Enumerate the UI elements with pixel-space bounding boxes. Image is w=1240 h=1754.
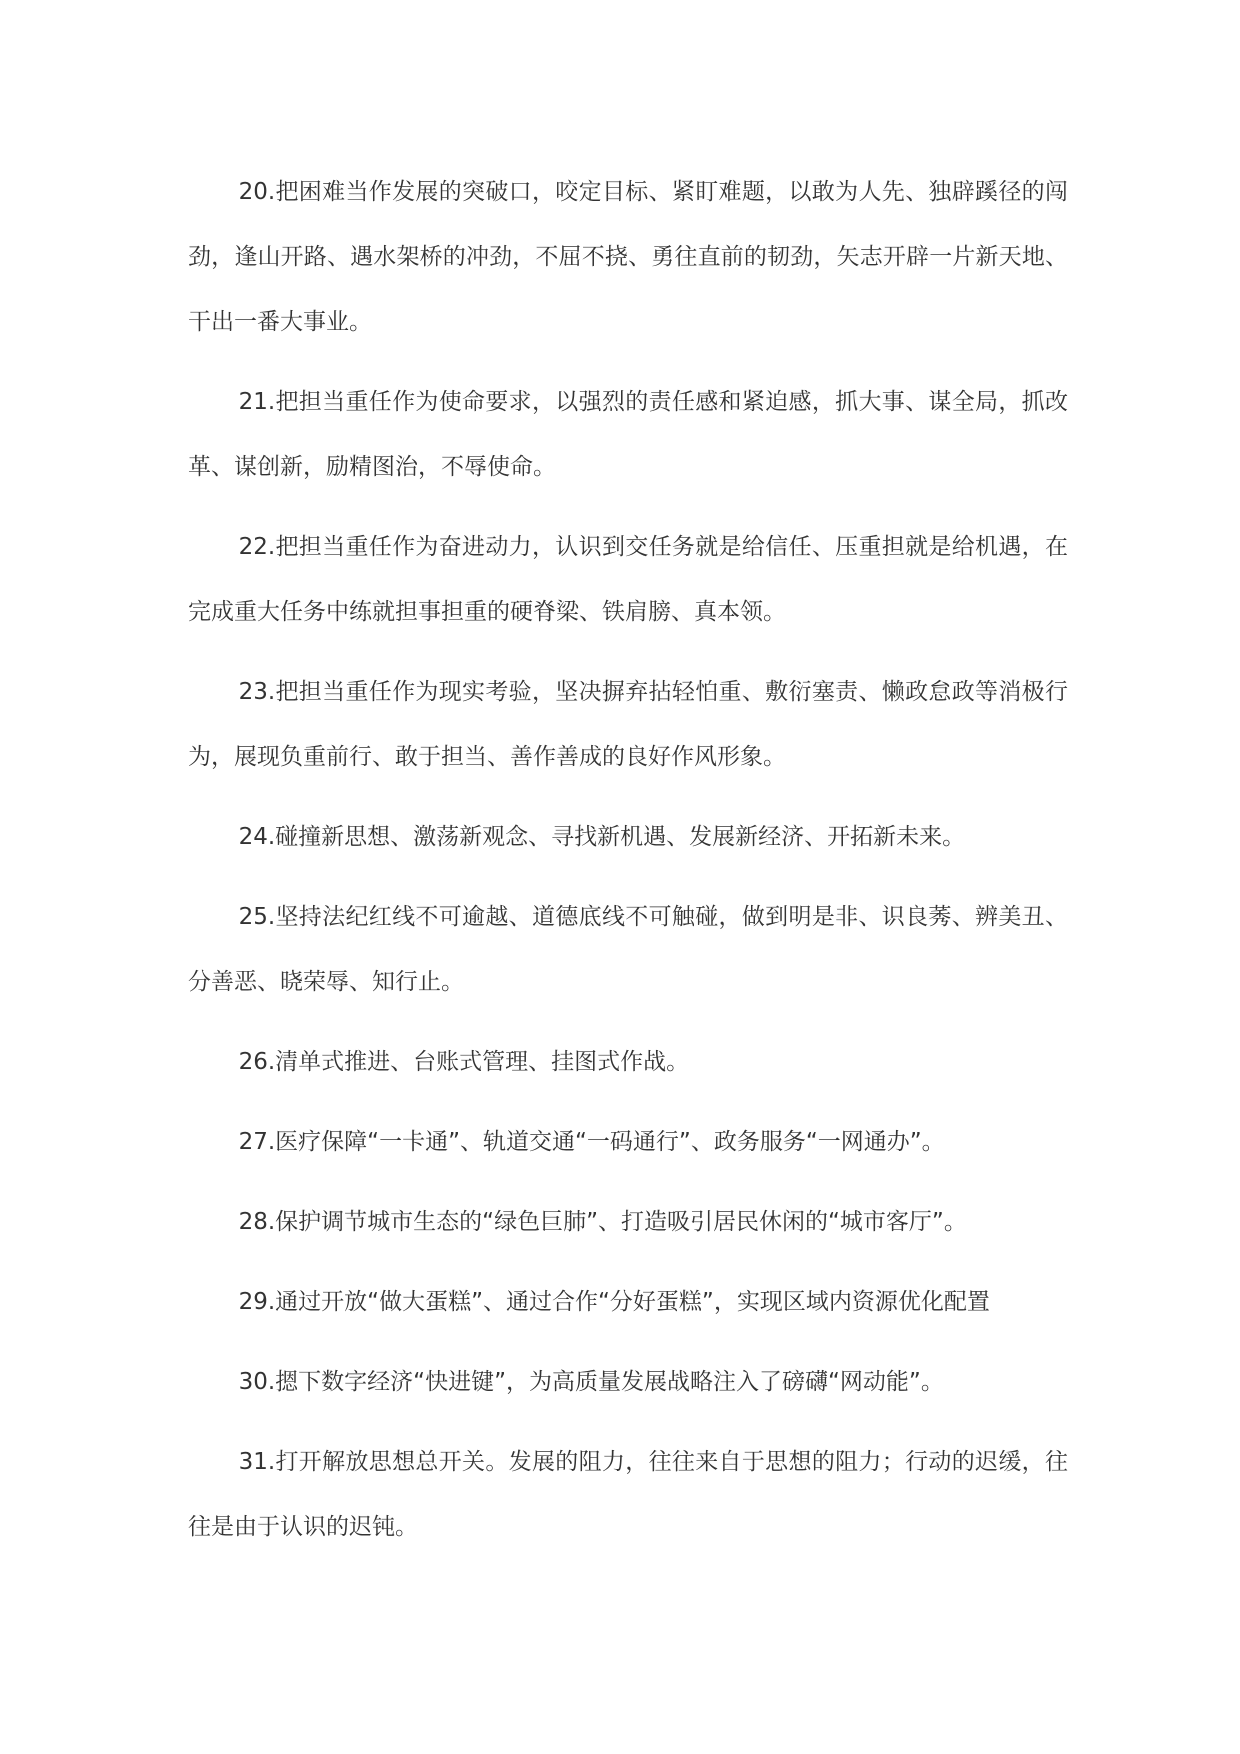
paragraph-29: 29.通过开放“做大蛋糕”、通过合作“分好蛋糕”，实现区域内资源优化配置 xyxy=(238,1289,990,1315)
paragraph-21: 21.把担当重任作为使命要求，以强烈的责任感和紧迫感，抓大事、谋全局，抓改革、谋创新，励精图治，不辱使命。 xyxy=(188,389,1068,480)
document-body xyxy=(188,160,1068,1575)
paragraph-20: 20.把困难当作发展的突破口，咬定目标、紧盯难题，以敢为人先、独辟蹊径的闯劲，逢山开路、遇水架桥的冲劲，不屈不挠、勇往直前的韧劲，矢志开辟一片新天地、干出一番大事业。 xyxy=(188,179,1068,335)
paragraph-28: 28.保护调节城市生态的“绿色巨肺”、打造吸引居民休闲的“城市客厅”。 xyxy=(238,1209,967,1235)
paragraph-25: 25.坚持法纪红线不可逾越、道德底线不可触碰，做到明是非、识良莠、辨美丑、分善恶、晓荣辱、知行止。 xyxy=(188,904,1068,995)
paragraph-30: 30.摁下数字经济“快进键”，为高质量发展战略注入了磅礴“网动能”。 xyxy=(238,1369,944,1395)
paragraph-22: 22.把担当重任作为奋进动力，认识到交任务就是给信任、压重担就是给机遇，在完成重大任务中练就担事担重的硬脊梁、铁肩膀、真本领。 xyxy=(188,534,1068,625)
paragraph-27: 27.医疗保障“一卡通”、轨道交通“一码通行”、政务服务“一网通办”。 xyxy=(238,1129,945,1155)
paragraph-23: 23.把担当重任作为现实考验，坚决摒弃拈轻怕重、敷衍塞责、懒政怠政等消极行为，展现负重前行、敢于担当、善作善成的良好作风形象。 xyxy=(188,679,1068,770)
paragraph-31: 31.打开解放思想总开关。发展的阻力，往往来自于思想的阻力；行动的迟缓，往往是由于认识的迟钝。 xyxy=(188,1449,1068,1540)
paragraph-26: 26.清单式推进、台账式管理、挂图式作战。 xyxy=(238,1049,690,1075)
paragraph-24: 24.碰撞新思想、激荡新观念、寻找新机遇、发展新经济、开拓新未来。 xyxy=(238,824,966,850)
